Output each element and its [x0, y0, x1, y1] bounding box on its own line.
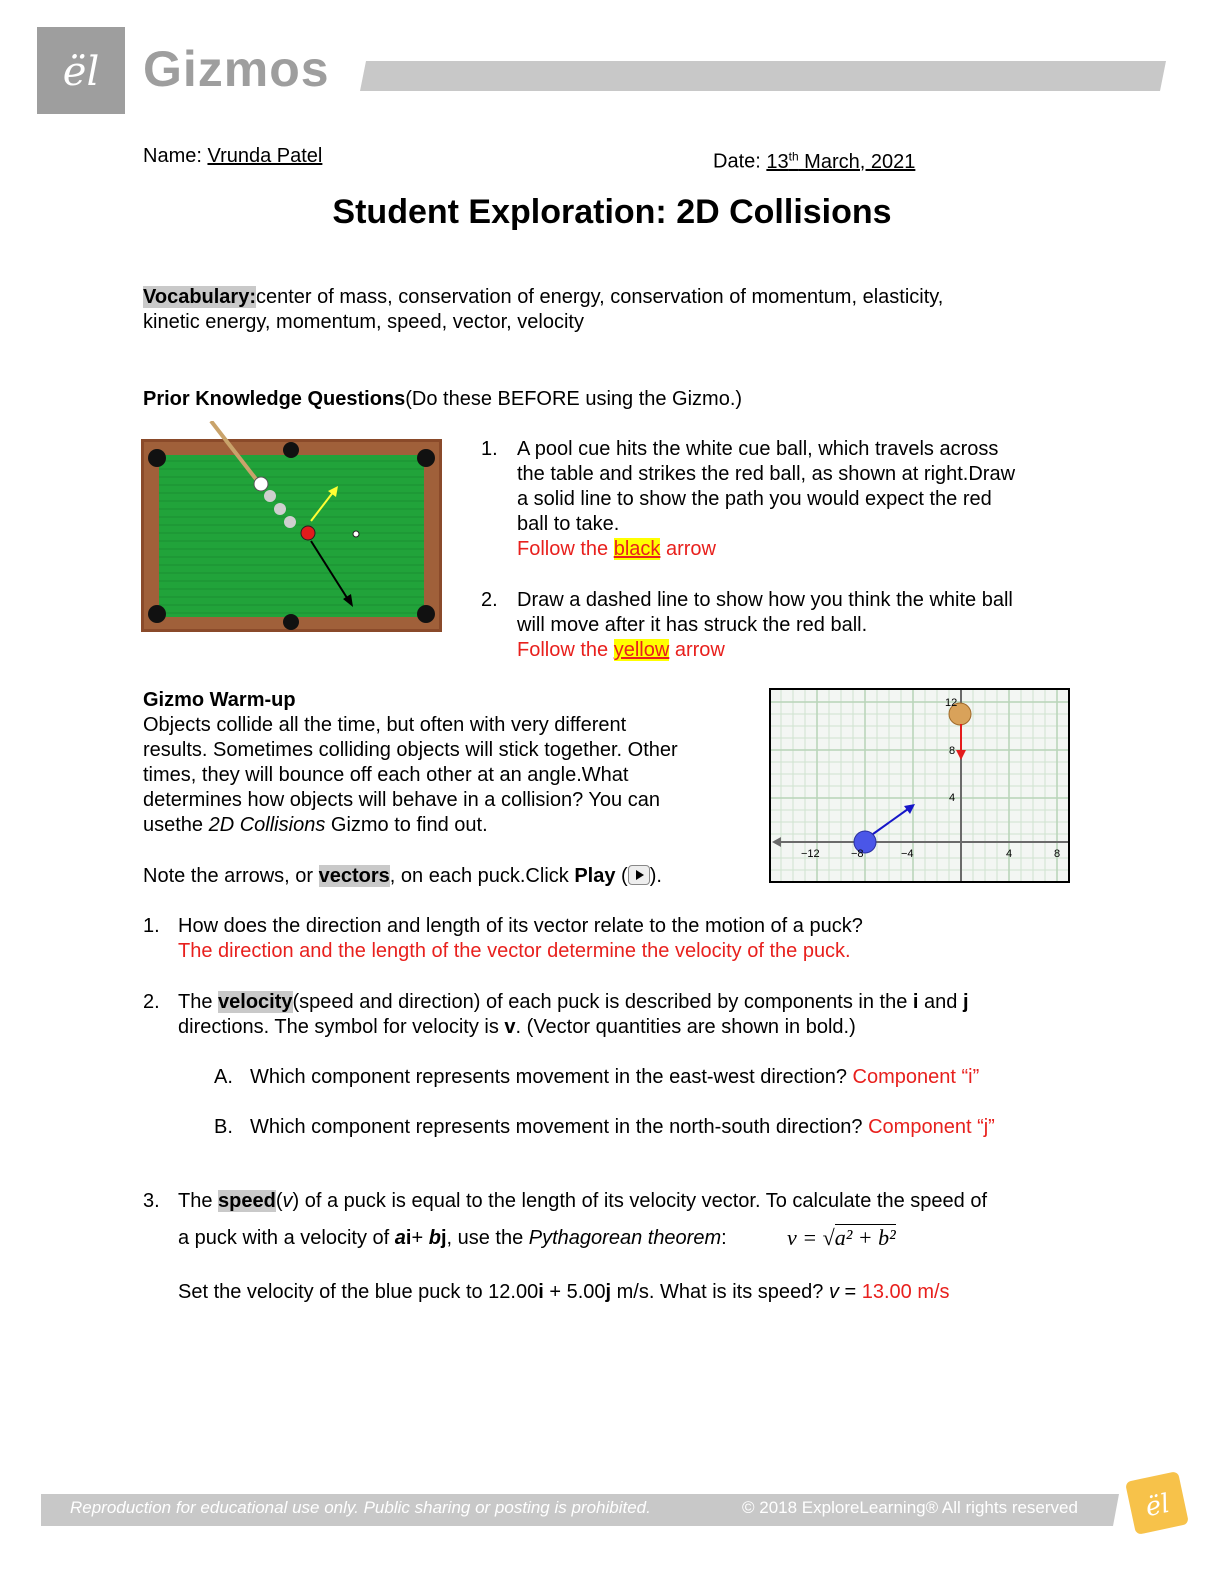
q2a-answer: Component “i”	[852, 1066, 980, 1088]
prior-q2-num: 2.	[481, 589, 498, 611]
date-line	[713, 144, 915, 175]
q1-num: 1.	[143, 915, 160, 937]
warmup-heading: Gizmo Warm-up	[143, 689, 296, 711]
prior-q2-line-1: Draw a dashed line to show how you think the white ball	[517, 589, 1013, 611]
name-line	[143, 144, 322, 169]
explorelearning-logo-box	[37, 27, 125, 114]
q1-answer: The direction and the length of the vector determine the velocity of the puck.	[178, 940, 851, 962]
q3-line-2: a puck with a velocity of ai+ bj, use the Pythagorean theorem:	[178, 1227, 727, 1249]
name-label: Name:	[143, 145, 208, 167]
collision-graph-image	[769, 688, 1070, 883]
graph-x-tick-1: −12	[801, 848, 820, 860]
graph-y-tick-3: 4	[949, 792, 956, 804]
q1-text: How does the direction and length of its vector relate to the motion of a puck?	[178, 915, 863, 937]
explorelearning-footer-logo	[1122, 1468, 1192, 1538]
warmup-note: Note the arrows, or vectors, on each puck.Click Play ( ).	[143, 865, 662, 887]
warmup-line-4: determines how objects will behave in a collision? You can	[143, 789, 660, 811]
date-label: Date:	[713, 150, 767, 173]
vocabulary-line-1: Vocabulary:center of mass, conservation of energy, conservation of momentum, elasticity,	[143, 286, 944, 308]
warmup-line-5: usethe 2D Collisions Gizmo to find out.	[143, 814, 488, 836]
graph-y-tick-1: 12	[945, 697, 958, 709]
vocabulary-label: Vocabulary:	[143, 286, 256, 308]
graph-x-tick-3: −4	[901, 848, 914, 860]
footer-copyright: © 2018 ExploreLearning® All rights reserved	[742, 1498, 1078, 1517]
prior-knowledge-heading: Prior Knowledge Questions(Do these BEFORE using the Gizmo.)	[143, 388, 743, 410]
q3-num: 3.	[143, 1190, 160, 1212]
q2-line-2: directions. The symbol for velocity is v. (Vector quantities are shown in bold.)	[178, 1016, 856, 1038]
svg-text:ël: ël	[62, 49, 100, 95]
q2a-num: A.	[214, 1066, 233, 1088]
q3-set-line: Set the velocity of the blue puck to 12.00i + 5.00j m/s. What is its speed? v = 13.00 m/s	[178, 1281, 950, 1303]
prior-q2-line-2: will move after it has struck the red ball.	[517, 614, 868, 636]
prior-q1-answer: Follow the black arrow	[517, 538, 716, 560]
warmup-line-3: times, they will bounce off each other at an angle.What	[143, 764, 629, 786]
svg-text:ël: ël	[1142, 1488, 1173, 1524]
prior-q1-num: 1.	[481, 438, 498, 460]
q3-answer: 13.00 m/s	[861, 1281, 950, 1303]
q2-line-1: The velocity(speed and direction) of each puck is described by components in the i and j	[178, 991, 969, 1013]
q2-num: 2.	[143, 991, 160, 1013]
prior-q2-answer: Follow the yellow arrow	[517, 639, 725, 661]
prior-q1-line-1: A pool cue hits the white cue ball, which travels across	[517, 438, 999, 460]
warmup-line-1: Objects collide all the time, but often with very different	[143, 714, 627, 736]
prior-q1-line-4: ball to take.	[517, 513, 620, 535]
q2b-text: Which component represents movement in the north-south direction? Component “j”	[250, 1116, 995, 1138]
el-logo-icon	[37, 27, 125, 114]
name-value: Vrunda Patel	[207, 145, 323, 167]
vocabulary-line-2: kinetic energy, momentum, speed, vector, velocity	[143, 311, 584, 333]
page-title: Student Exploration: 2D Collisions	[332, 193, 892, 231]
warmup-line-2: results. Sometimes colliding objects will stick together. Other	[143, 739, 678, 761]
sqrt-icon: √	[822, 1225, 835, 1250]
date-value: 13th March, 2021	[766, 149, 916, 173]
header-bar	[360, 61, 1166, 91]
graph-x-tick-4: 4	[1006, 848, 1013, 860]
footer-disclaimer: Reproduction for educational use only. Public sharing or posting is prohibited.	[70, 1498, 651, 1517]
graph-x-tick-2: −8	[851, 848, 864, 860]
pythagorean-formula: v = √a² + b²	[787, 1225, 896, 1250]
prior-q1-line-3: a solid line to show the path you would expect the red	[517, 488, 992, 510]
play-icon	[628, 865, 650, 885]
graph-x-tick-5: 8	[1054, 848, 1061, 860]
q3-line-1: The speed(v) of a puck is equal to the length of its velocity vector. To calculate the speed of	[178, 1190, 987, 1212]
q2a-text: Which component represents movement in the east-west direction? Component “i”	[250, 1066, 980, 1088]
graph-y-tick-2: 8	[949, 745, 956, 757]
q2b-num: B.	[214, 1116, 233, 1138]
pool-table-image	[141, 421, 442, 632]
gizmos-logo-text: Gizmos	[143, 41, 330, 97]
el-badge-icon	[1122, 1468, 1192, 1538]
prior-q1-line-2: the table and strikes the red ball, as shown at right.Draw	[517, 463, 1016, 485]
q2b-answer: Component “j”	[868, 1116, 995, 1138]
